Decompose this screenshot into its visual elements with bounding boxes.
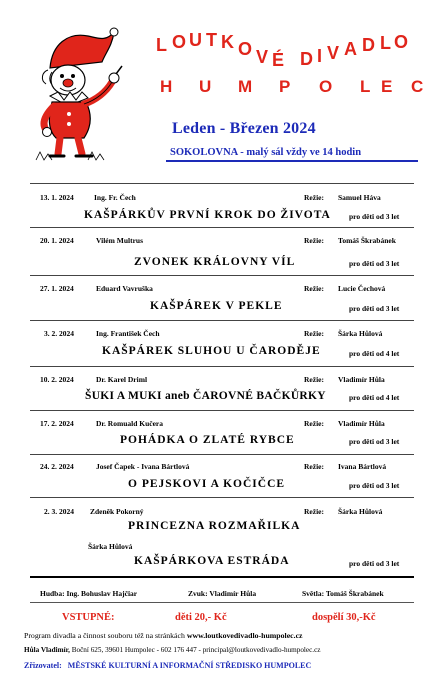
performance-date: 13. 1. 2024 (40, 193, 74, 202)
director-name: Šárka Hůlová (338, 507, 383, 516)
town-letter: O (319, 77, 333, 96)
performance-author: Dr. Romuald Kučera (96, 419, 164, 428)
director-label: Režie: (304, 284, 324, 293)
title-letter: U (189, 30, 202, 50)
title-letter: V (327, 43, 340, 63)
director-name: Ivana Bártlová (338, 462, 387, 471)
performance-date: 10. 2. 2024 (40, 375, 74, 384)
children-price: děti 20,- Kč (175, 612, 227, 623)
performance-author: Zdeněk Pokorný (90, 507, 144, 516)
director-name: Tomáš Škrabánek (338, 236, 396, 245)
play-title: PRINCEZNA ROZMAŘILKA (128, 520, 301, 532)
town-letter: U (199, 77, 212, 96)
play-title: KAŠPÁREK SLUHOU U ČARODĚJE (102, 345, 321, 357)
founder-name: MĚSTSKÉ KULTURNÍ A INFORMAČNÍ STŘEDISKO HUMPOLEC (67, 661, 312, 670)
director-label: Režie: (304, 193, 324, 202)
performance-author: Josef Čapek - Ivana Bártlová (96, 462, 190, 471)
title-letter: O (394, 32, 409, 52)
divider (30, 183, 414, 184)
town-letter: L (360, 77, 371, 96)
title-letter: D (362, 35, 375, 55)
performance-date: 17. 2. 2024 (40, 419, 74, 428)
play-title: KAŠPÁREK V PEKLE (150, 300, 283, 312)
age-recommendation: pro děti od 4 let (349, 393, 400, 402)
director-name: Vladimír Hůla (338, 375, 385, 384)
performance-author: Ing. František Čech (96, 329, 160, 338)
website-line (24, 631, 303, 640)
divider (30, 320, 414, 321)
title-letter: K (221, 32, 234, 52)
title-letter: L (380, 33, 391, 53)
play-title: ZVONEK KRÁLOVNY VÍL (134, 256, 296, 268)
play-title: O PEJSKOVI A KOČIČCE (128, 478, 286, 490)
town-letter: H (160, 77, 173, 96)
performance-date: 3. 2. 2024 (44, 329, 74, 338)
director-label: Režie: (304, 462, 324, 471)
age-recommendation: pro děti od 3 let (349, 559, 400, 568)
adult-price: dospělí 30,-Kč (312, 612, 376, 623)
town-name (0, 78, 434, 102)
director-label: Režie: (304, 419, 324, 428)
director-name: Vladimír Hůla (338, 419, 385, 428)
divider (30, 410, 414, 411)
director-name: Lucie Čechová (338, 284, 386, 293)
sound-credit: Zvuk: Vladimír Hůla (188, 589, 257, 598)
contact-name: Hůla Vladimír, (24, 646, 70, 654)
divider (30, 275, 414, 276)
divider (30, 454, 414, 455)
director-name: Samuel Háva (338, 193, 381, 202)
performance-date: 27. 1. 2024 (40, 284, 74, 293)
town-letter: P (279, 77, 291, 96)
title-letter: É (272, 50, 285, 70)
director-label: Režie: (304, 375, 324, 384)
age-recommendation: pro děti od 3 let (349, 259, 400, 268)
season-heading: Leden - Březen 2024 (172, 120, 316, 137)
age-recommendation: pro děti od 3 let (349, 212, 400, 221)
director-name: Šárka Hůlová (338, 329, 383, 338)
age-recommendation: pro děti od 3 let (349, 481, 400, 490)
performance-author: Ing. Fr. Čech (94, 193, 136, 202)
age-recommendation: pro děti od 3 let (349, 437, 400, 446)
performance-date: 2. 3. 2024 (44, 507, 74, 516)
performance-date: 24. 2. 2024 (40, 462, 74, 471)
age-recommendation: pro děti od 3 let (349, 304, 400, 313)
divider (30, 227, 414, 228)
theatre-title (0, 0, 434, 80)
program-text: Program divadla a činnost souboru též na stránkách (24, 631, 185, 640)
divider (30, 497, 414, 498)
website-link[interactable]: www.loutkovedivadlo-humpolec.cz (186, 631, 303, 640)
contact-line (24, 646, 320, 654)
director-label: Režie: (304, 329, 324, 338)
title-letter: L (156, 35, 167, 55)
title-letter: A (344, 39, 357, 59)
title-letter: T (206, 30, 217, 50)
town-letter: C (411, 77, 424, 96)
music-credit: Hudba: Ing. Bohuslav Hajčiar (40, 589, 138, 598)
town-letter: E (381, 77, 393, 96)
town-letter: M (238, 77, 253, 96)
performance-author: Vilém Multrus (96, 236, 144, 245)
contact-details: Boční 625, 39601 Humpolec - 602 176 447 - principal@loutkovedivadlo-humpolec.cz (71, 646, 321, 654)
performance-author: Eduard Vavruška (96, 284, 153, 293)
director-label: Režie: (304, 236, 324, 245)
credits-divider-bottom (30, 602, 414, 603)
performance-author: Dr. Karel Driml (96, 375, 148, 384)
credits-divider (30, 576, 414, 578)
founder-label: Zřizovatel: (24, 661, 62, 670)
age-recommendation: pro děti od 4 let (349, 349, 400, 358)
title-letter: V (256, 47, 269, 67)
divider (30, 366, 414, 367)
light-credit: Světla: Tomáš Škrabánek (302, 589, 384, 598)
founder-line (24, 661, 311, 670)
title-letter: D (300, 49, 313, 69)
title-letter: O (172, 32, 187, 52)
play-title: POHÁDKA O ZLATÉ RYBCE (120, 434, 295, 446)
title-letter: I (317, 46, 323, 66)
second-author: Šárka Hůlová (88, 542, 133, 551)
venue-line: SOKOLOVNA - malý sál vždy ve 14 hodin (170, 147, 362, 158)
price-label: VSTUPNÉ: (62, 612, 115, 623)
director-label: Režie: (304, 507, 324, 516)
play-title: ŠUKI A MUKI aneb ČAROVNÉ BAČKŮRKY (85, 390, 326, 402)
performance-date: 20. 1. 2024 (40, 236, 74, 245)
title-letter: O (238, 39, 253, 59)
second-play-title: KAŠPÁRKOVA ESTRÁDA (134, 555, 290, 567)
play-title: KAŠPÁRKŮV PRVNÍ KROK DO ŽIVOTA (84, 209, 331, 221)
venue-underline (166, 160, 418, 162)
